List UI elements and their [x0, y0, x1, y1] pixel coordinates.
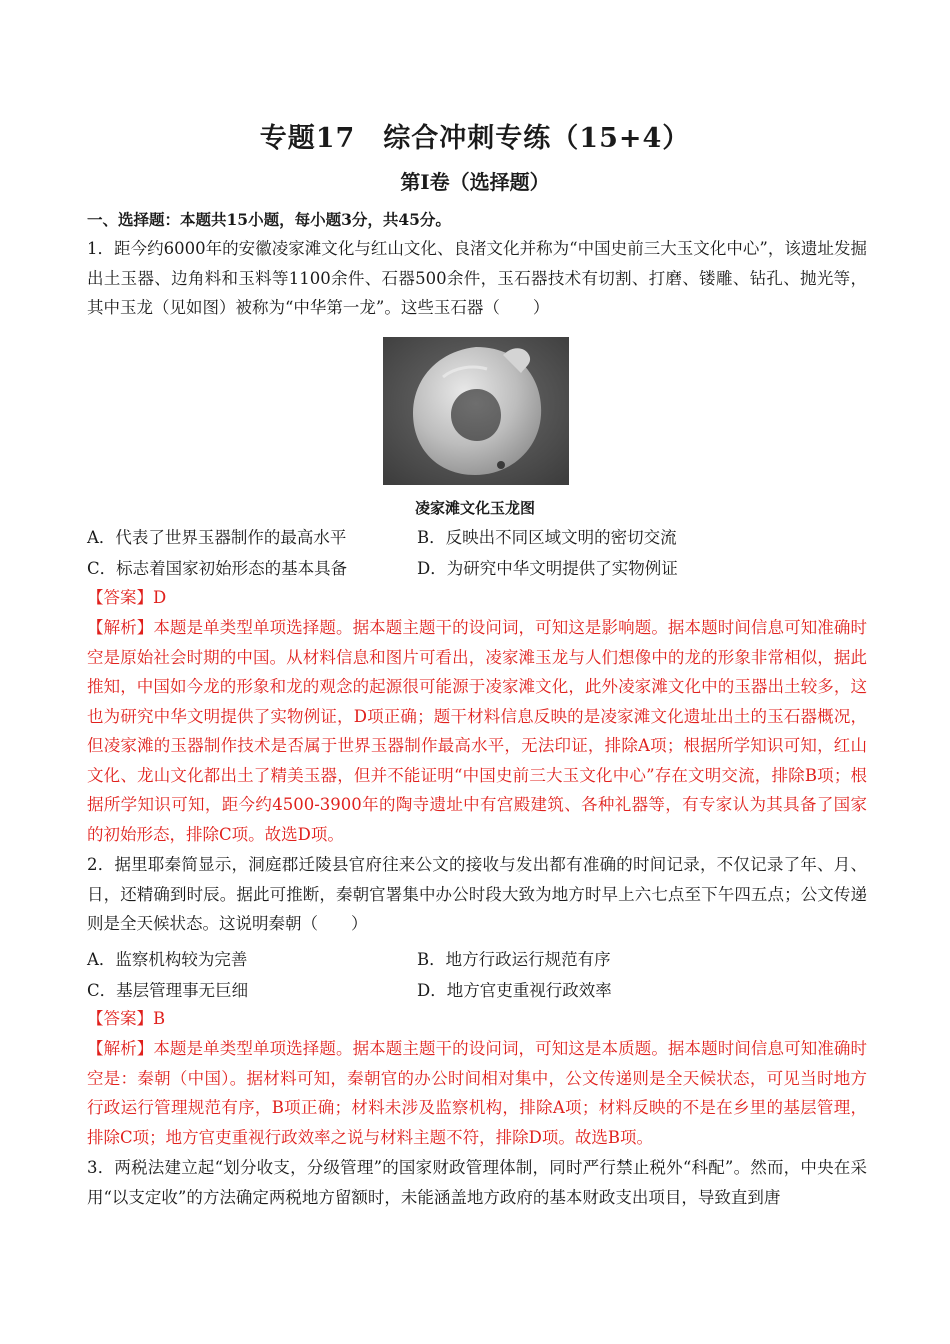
- q1-option-b: B．反映出不同区域文明的密切交流: [417, 528, 677, 547]
- question-1-stem: 1．距今约6000年的安徽凌家滩文化与红山文化、良渚文化并称为“中国史前三大玉文化中心”，该遗址发掘出土玉器、边角料和玉料等1100余件、石器500余件，玉石器技术有切割、打磨、镂雕、钻孔、抛光等，其中玉龙（见如图）被称为“中华第一龙”。这些玉石器（ ）: [87, 239, 867, 317]
- q1-option-a: A．代表了世界玉器制作的最高水平: [87, 528, 347, 547]
- jade-dragon-image: [383, 337, 569, 485]
- q2-option-a: A．监察机构较为完善: [87, 950, 248, 969]
- q1-answer: 【答案】D: [87, 588, 167, 607]
- q2-answer: 【答案】B: [87, 1009, 166, 1028]
- q2-analysis: 【解析】本题是单类型单项选择题。据本题主题干的设问词，可知这是本质题。据本题时间信息可知准确时空是：秦朝（中国）。据材料可知，秦朝官的办公时间相对集中，公文传递则是全天候状态，可见当时地方行政运行管理规范有序，B项正确；材料未涉及监察机构，排除A项；材料反映的不是在乡里的基层管理，排除C项；地方官吏重视行政效率之说与材料主题不符，排除D项。故选B项。: [87, 1039, 867, 1147]
- q1-option-c: C．标志着国家初始形态的基本具备: [87, 559, 348, 578]
- figure-caption: 凌家滩文化玉龙图: [414, 499, 535, 517]
- q2-option-c: C．基层管理事无巨细: [87, 981, 249, 1000]
- question-3-stem: 3．两税法建立起“划分收支，分级管理”的国家财政管理体制，同时严行禁止税外“科配”。然而，中央在采用“以支定收”的方法确定两税地方留额时，未能涵盖地方政府的基本财政支出项目，导致直到唐: [87, 1158, 867, 1207]
- document-subtitle: 第I卷（选择题）: [400, 170, 550, 194]
- jade-dragon-figure: [383, 337, 569, 485]
- q1-option-d: D．为研究中华文明提供了实物例证: [417, 559, 678, 578]
- document-title: 专题17 综合冲刺专练（15+4）: [259, 123, 691, 154]
- q1-analysis: 【解析】本题是单类型单项选择题。据本题主题干的设问词，可知这是影响题。据本题时间信息可知准确时空是原始社会时期的中国。从材料信息和图片可看出，凌家滩玉龙与人们想像中的龙的形象非常相似，据此推知，中国如今龙的形象和龙的观念的起源很可能源于凌家滩文化，此外凌家滩文化中的玉器出土较多，这也为研究中华文明提供了实物例证，D项正确；题干材料信息反映的是凌家滩文化遗址出土的玉石器概况，但凌家滩的玉器制作技术是否属于世界玉器制作最高水平，无法印证，排除A项；根据所学知识可知，红山文化、龙山文化都出土了精美玉器，但并不能证明“中国史前三大玉文化中心”存在文明交流，排除B项；根据所学知识可知，距今约4500-3900年的陶寺遗址中有宫殿建筑、各种礼器等，有专家认为其具备了国家的初始形态，排除C项。故选D项。: [87, 618, 867, 844]
- q2-option-b: B．地方行政运行规范有序: [417, 950, 611, 969]
- question-2-stem: 2．据里耶秦简显示，洞庭郡迁陵县官府往来公文的接收与发出都有准确的时间记录，不仅记录了年、月、日，还精确到时辰。据此可推断，秦朝官署集中办公时段大致为地方时早上六七点至下午四五点；公文传递则是全天候状态。这说明秦朝（ ）: [87, 855, 867, 933]
- q2-option-d: D．地方官吏重视行政效率: [417, 981, 612, 1000]
- section-heading: 一、选择题：本题共15小题，每小题3分，共45分。: [87, 210, 451, 229]
